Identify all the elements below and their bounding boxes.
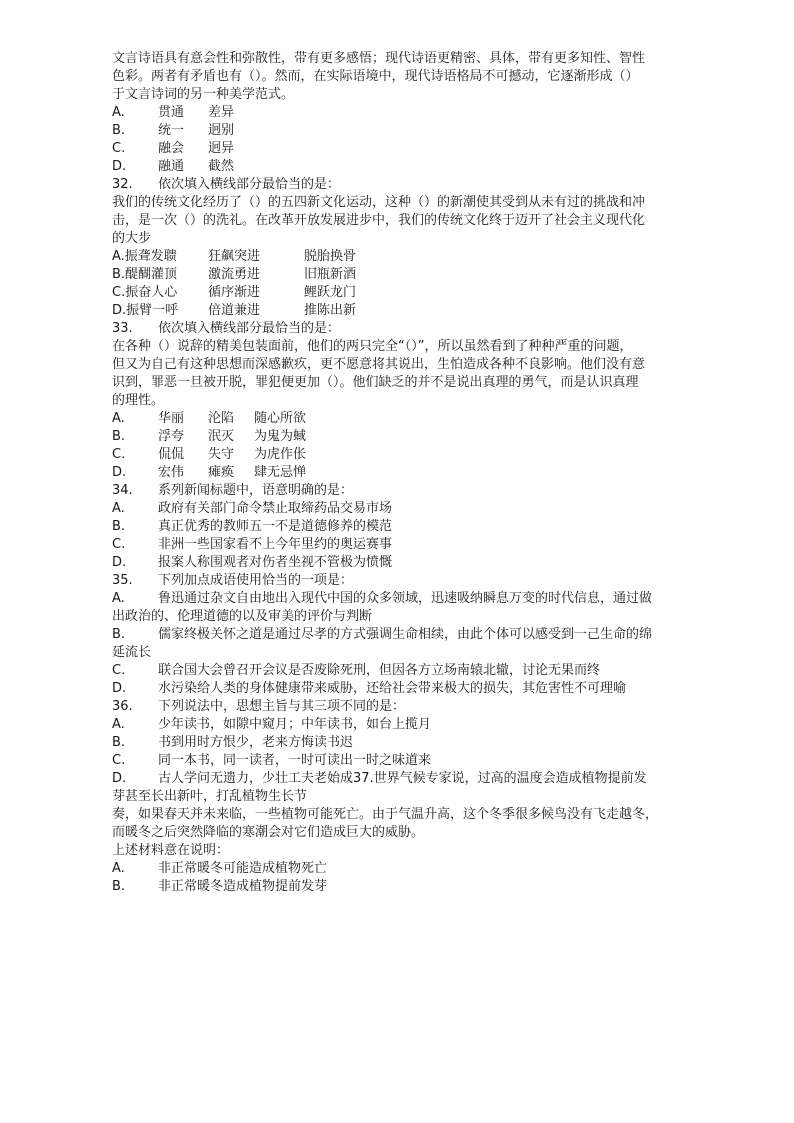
- option-text: 儒家终极关怀之道是通过尽孝的方式强调生命相续，由此个体可以感受到一己生命的绵: [158, 627, 653, 642]
- option-text: 政府有关部门命令禁止取缔药品交易市场: [158, 501, 393, 516]
- option-text: 联合国大会曾召开会议是否废除死刑，但因各方立场南辕北辙，讨论无果而终: [158, 663, 601, 678]
- option-a: [112, 248, 692, 266]
- option-word: 为鬼为蜮: [254, 429, 307, 444]
- option-d: [112, 554, 692, 572]
- option-b: [112, 734, 692, 752]
- option-text: 真正优秀的教师五一不是道德修养的模范: [158, 519, 393, 534]
- question-number: 34.: [112, 483, 133, 498]
- option-label: A.: [112, 105, 125, 120]
- option-a: [112, 104, 692, 122]
- option-b: [112, 878, 692, 896]
- passage-line: 文言诗语具有意会性和弥散性，带有更多感悟；现代诗语更精密、具体，带有更多知性、智性: [112, 51, 646, 66]
- option-c: [112, 446, 692, 464]
- option-word: 融会: [158, 141, 185, 156]
- option-c: [112, 752, 692, 770]
- question-prompt: 系列新闻标题中，语意明确的是：: [158, 483, 354, 498]
- option-text: 非正常暖冬可能造成植物死亡: [158, 861, 328, 876]
- option-word: 肆无忌惮: [254, 465, 307, 480]
- option-text: 书到用时方恨少，老来方悔读书迟: [158, 735, 354, 750]
- option-d: [112, 770, 692, 788]
- option-text: 少年读书，如隙中窥月；中年读书，如台上揽月: [158, 717, 432, 732]
- option-text: 鲁迅通过杂文自由地出入现代中国的众多领域，迅速吸纳瞬息万变的时代信息，通过做: [158, 591, 653, 606]
- option-text: 非洲一些国家看不上今年里约的奥运赛事: [158, 537, 393, 552]
- option-word: D.振臂一呼: [112, 303, 179, 318]
- passage-line: 色彩。两者有矛盾也有（）。然而，在实际语境中，现代诗语格局不可撼动，它逐渐形成（）: [112, 69, 639, 84]
- question-35: [112, 572, 692, 698]
- question-number: 35.: [112, 573, 133, 588]
- question-prompt: 依次填入横线部分最恰当的是：: [158, 177, 341, 192]
- option-word: 融通: [158, 159, 185, 174]
- question-number: 36.: [112, 699, 133, 714]
- question-33: [112, 320, 692, 482]
- option-word: 贯通: [158, 105, 185, 120]
- passage-line: 但又为自己有这种思想而深感歉疚，更不愿意将其说出，生怕造成各种不良影响。他们没有意: [112, 357, 646, 372]
- option-label: C.: [112, 447, 126, 462]
- option-word: 瘫痪: [208, 465, 235, 480]
- option-label: B.: [112, 627, 126, 642]
- option-c: [112, 284, 692, 302]
- option-label: C.: [112, 663, 126, 678]
- option-label: C.: [112, 141, 126, 156]
- question-header: [112, 482, 692, 500]
- question-number: 33.: [112, 321, 133, 336]
- option-word: 差异: [208, 105, 235, 120]
- option-word: A.振聋发聩: [112, 249, 177, 264]
- option-word: 统一: [158, 123, 185, 138]
- option-word: 鲤跃龙门: [304, 285, 357, 300]
- passage-line: 我们的传统文化经历了（）的五四新文化运动，这种（）的新潮使其受到从未有过的挑战和冲: [112, 195, 646, 210]
- question-prompt: 依次填入横线部分最恰当的是：: [158, 321, 341, 336]
- option-label: A.: [112, 591, 125, 606]
- option-label: D.: [112, 159, 127, 174]
- passage-line: 击，是一次（）的洗礼。在改革开放发展进步中，我们的传统文化终于迈开了社会主义现代化: [112, 213, 646, 228]
- option-word: 推陈出新: [304, 303, 357, 318]
- option-word: 狂飙突进: [208, 249, 261, 264]
- option-word: 循序渐进: [208, 285, 261, 300]
- question-header: [112, 698, 692, 716]
- option-label: B.: [112, 519, 126, 534]
- option-label: A.: [112, 861, 125, 876]
- question-header: [112, 176, 692, 194]
- option-word: 迥别: [208, 123, 235, 138]
- option-word: B.醍醐灌顶: [112, 267, 178, 282]
- option-label: D.: [112, 771, 127, 786]
- option-label: B.: [112, 735, 126, 750]
- q31-passage: [112, 50, 692, 104]
- option-word: 泯灭: [208, 429, 235, 444]
- option-b: [112, 626, 692, 644]
- option-a: [112, 590, 692, 608]
- question-37: [112, 806, 692, 896]
- passage-line: 于文言诗词的另一种美学范式。: [112, 87, 295, 102]
- option-a: [112, 860, 692, 878]
- passage-line: 的理性。: [112, 393, 165, 408]
- option-label: A.: [112, 717, 125, 732]
- option-b: [112, 266, 692, 284]
- option-word: 沦陷: [208, 411, 235, 426]
- option-b: [112, 428, 692, 446]
- option-label: D.: [112, 465, 127, 480]
- option-a: [112, 716, 692, 734]
- question-number: 32.: [112, 177, 133, 192]
- passage-line: 而暖冬之后突然降临的寒潮会对它们造成巨大的威胁。: [112, 825, 425, 840]
- question-header: [112, 572, 692, 590]
- passage-line: 的大步: [112, 231, 152, 246]
- question-prompt: 下列说法中，思想主旨与其三项不同的是：: [158, 699, 406, 714]
- option-d: [112, 302, 692, 320]
- passage-line: 识到，罪恶一旦被开脱，罪犯便更加（）。他们缺乏的并不是说出真理的勇气，而是认识真理: [112, 375, 639, 390]
- question-34: [112, 482, 692, 572]
- option-a: [112, 500, 692, 518]
- option-text: 报案人称围观者对伤者坐视不管极为愤慨: [158, 555, 393, 570]
- option-label: B.: [112, 123, 126, 138]
- passage-line: 奏，如果春天并未来临，一些植物可能死亡。由于气温升高，这个冬季很多候鸟没有飞走越冬，: [112, 807, 659, 822]
- option-label: B.: [112, 429, 126, 444]
- option-label: A.: [112, 501, 125, 516]
- option-text-cont: 芽甚至长出新叶，打乱植物生长节: [112, 789, 308, 804]
- option-text: 同一本书，同一读者，一时可读出一时之味道来: [158, 753, 432, 768]
- option-c: [112, 536, 692, 554]
- option-word: 脱胎换骨: [304, 249, 357, 264]
- option-word: 失守: [208, 447, 235, 462]
- option-label: B.: [112, 879, 126, 894]
- option-b: [112, 122, 692, 140]
- option-label: D.: [112, 681, 127, 696]
- question-prompt: 下列加点成语使用恰当的一项是：: [158, 573, 354, 588]
- option-text: 非正常暖冬造成植物提前发芽: [158, 879, 328, 894]
- passage-line: 在各种（）说辞的精美包装面前，他们的两只完全“（）”，所以虽然看到了种种严重的问题，: [112, 339, 633, 354]
- option-c: [112, 140, 692, 158]
- option-a: [112, 410, 692, 428]
- option-label: C.: [112, 537, 126, 552]
- option-label: A.: [112, 411, 125, 426]
- option-d: [112, 464, 692, 482]
- option-text-cont: 延流长: [112, 645, 152, 660]
- option-text-cont: 出政治的、伦理道德的以及审美的评价与判断: [112, 609, 373, 624]
- option-c: [112, 662, 692, 680]
- option-d: [112, 680, 692, 698]
- question-36: [112, 698, 692, 806]
- option-text: 水污染给人类的身体健康带来威胁，还给社会带来极大的损失，其危害性不可理喻: [158, 681, 627, 696]
- option-word: 宏伟: [158, 465, 185, 480]
- option-label: D.: [112, 555, 127, 570]
- exam-page: [112, 50, 692, 896]
- option-word: 侃侃: [158, 447, 185, 462]
- option-word: 激流勇进: [208, 267, 261, 282]
- question-header: [112, 320, 692, 338]
- option-word: 迥异: [208, 141, 235, 156]
- question-32: [112, 176, 692, 320]
- option-word: C.振奋人心: [112, 285, 178, 300]
- option-label: C.: [112, 753, 126, 768]
- option-word: 浮夸: [158, 429, 185, 444]
- option-word: 旧瓶新酒: [304, 267, 357, 282]
- option-d: [112, 158, 692, 176]
- question-prompt: 上述材料意在说明：: [112, 843, 230, 858]
- option-text: 古人学问无遗力，少壮工夫老始成37.世界气候专家说，过高的温度会造成植物提前发: [158, 771, 647, 786]
- option-word: 随心所欲: [254, 411, 307, 426]
- option-b: [112, 518, 692, 536]
- q31-options: [112, 104, 692, 176]
- option-word: 华丽: [158, 411, 185, 426]
- option-word: 为虎作伥: [254, 447, 307, 462]
- option-word: 截然: [208, 159, 235, 174]
- option-word: 倍道兼进: [208, 303, 261, 318]
